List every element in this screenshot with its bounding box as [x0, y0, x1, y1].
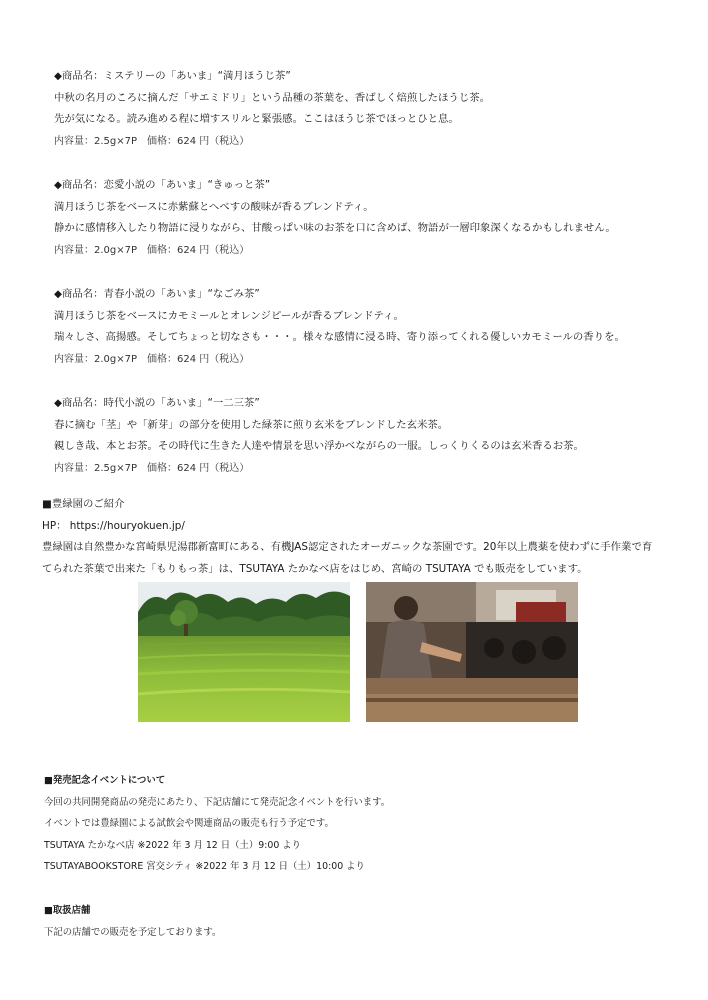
- product-desc: 春に摘む「茎」や「新芽」の部分を使用した緑茶に煎り玄米をブレンドした玄米茶。: [54, 418, 449, 431]
- product-name: ◆商品名：ミステリーの「あいま」“満月ほうじ茶”: [54, 70, 291, 82]
- tea-factory-photo: [366, 582, 578, 722]
- event-store: TSUTAYA たかなべ店 ※2022 年 3 月 12 日（土）9:00 より: [44, 839, 302, 851]
- product-spec: 内容量：2.0g×7P 価格：624 円（税込）: [54, 244, 250, 256]
- stores-text: 下記の店舗での販売を予定しております。: [44, 926, 222, 938]
- product-spec: 内容量：2.5g×7P 価格：624 円（税込）: [54, 462, 250, 474]
- product-item: [54, 66, 674, 152]
- product-desc: 親しき哉、本とお茶。その時代に生きた人達や情景を思い浮かべながらの一服。しっくりくるのは玄米香るお茶。: [54, 440, 584, 452]
- event-text: 今回の共同開発商品の発売にあたり、下記店舗にて発売記念イベントを行います。: [44, 796, 391, 808]
- product-item: [54, 175, 674, 261]
- launch-event: [44, 770, 674, 878]
- event-store: TSUTAYABOOKSTORE 宮交シティ ※2022 年 3 月 12 日（土）10:00 より: [44, 861, 365, 872]
- event-text: イベントでは豊緑園による試飲会や関連商品の販売も行う予定です。: [44, 818, 334, 829]
- section-heading: ■取扱店舗: [44, 905, 91, 916]
- store-list: [44, 900, 674, 943]
- product-desc: 満月ほうじ茶をベースに赤紫蘇とへべすの酸味が香るブレンドティ。: [54, 200, 374, 213]
- product-name: ◆商品名：青春小説の「あいま」“なごみ茶”: [54, 288, 260, 300]
- product-desc: 先が気になる。読み進める程に増すスリルと緊張感。ここはほうじ茶でほっとひと息。: [54, 113, 459, 125]
- product-desc: 中秋の名月のころに摘んだ「サエミドリ」という品種の茶葉を、香ばしく焙煎したほうじ茶。: [54, 91, 490, 104]
- product-name: ◆商品名：恋愛小説の「あいま」“きゅっと茶”: [54, 179, 271, 191]
- product-desc: 静かに感情移入したり物語に浸りながら、甘酸っぱい味のお茶を口に含めば、物語が一層印象深くなるかもしれません。: [54, 222, 616, 234]
- product-spec: 内容量：2.5g×7P 価格：624 円（税込）: [54, 135, 250, 147]
- profile-text: 豊緑園は自然豊かな宮崎県児湯郡新富町にある、有機JAS認定されたオーガニックな茶園です。20年以上農薬を使わずに手作業で育: [42, 541, 653, 553]
- product-item: [54, 284, 674, 370]
- product-desc: 満月ほうじ茶をベースにカモミールとオレンジピールが香るブレンドティ。: [54, 309, 404, 322]
- tea-field-photo: [138, 582, 350, 722]
- section-heading: ■豊緑園のご紹介: [42, 498, 125, 510]
- product-item: [54, 393, 674, 479]
- product-list: [54, 66, 674, 502]
- company-profile: [42, 494, 672, 580]
- product-name: ◆商品名：時代小説の「あいま」“一二三茶”: [54, 397, 260, 409]
- product-spec: 内容量：2.0g×7P 価格：624 円（税込）: [54, 353, 250, 365]
- product-desc: 瑞々しさ、高揚感。そしてちょっと切なさも・・・。様々な感情に浸る時、寄り添ってくれる優しいカモミールの香りを。: [54, 331, 625, 343]
- homepage-link[interactable]: HP： https://houryokuen.jp/: [42, 519, 185, 532]
- section-heading: ■発売記念イベントについて: [44, 775, 166, 786]
- profile-text: てられた茶葉で出来た「もりもっ茶」は、TSUTAYA たかなべ店をはじめ、宮崎の TSUTAYA でも販売をしています。: [42, 562, 588, 575]
